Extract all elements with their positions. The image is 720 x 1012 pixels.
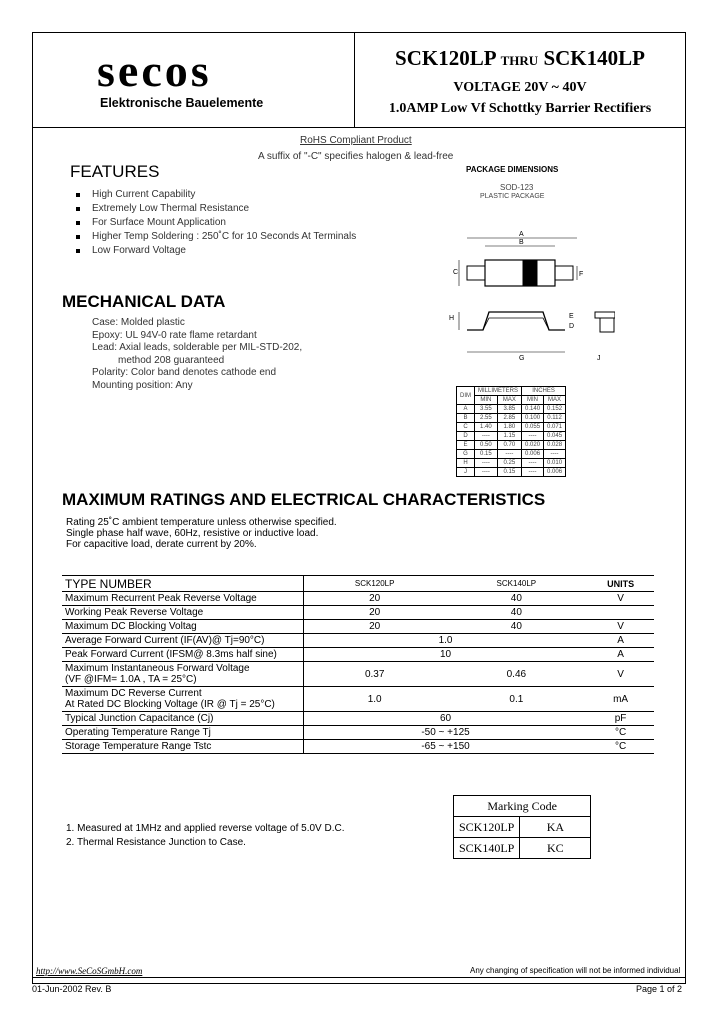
- value-cell: 1.40: [475, 423, 498, 432]
- param-cell: Peak Forward Current (IFSM@ 8.3ms half sine): [62, 648, 303, 662]
- dim-header: DIM: [457, 387, 475, 405]
- note-item: 1. Measured at 1MHz and applied reverse voltage of 5.0V D.C.: [66, 823, 345, 834]
- value-cell: -50 ~ +125: [303, 726, 587, 740]
- voltage-range: VOLTAGE 20V ~ 40V: [453, 80, 587, 95]
- ratings-conditions: [66, 517, 337, 550]
- value-cell: 0.15: [497, 468, 521, 477]
- value-cell: 0.100: [522, 414, 544, 423]
- value-cell: 1.15: [497, 432, 521, 441]
- dim-cell: J: [457, 468, 475, 477]
- table-row: [457, 432, 566, 441]
- unit-cell: °C: [587, 740, 654, 754]
- table-row: [62, 740, 654, 754]
- value-cell: 0.045: [544, 432, 566, 441]
- value-cell: ----: [475, 432, 498, 441]
- max-header: MAX: [544, 396, 566, 405]
- unit-cell: A: [587, 634, 654, 648]
- dim-cell: C: [457, 423, 475, 432]
- param-cell: Operating Temperature Range Tj: [62, 726, 303, 740]
- list-item: Higher Temp Soldering : 250˚C for 10 Seconds At Terminals: [76, 230, 356, 244]
- dim-label-j: J: [597, 355, 601, 362]
- value-cell: 0.112: [544, 414, 566, 423]
- footer-notice: Any changing of specification will not be informed individual: [470, 966, 681, 975]
- dim-label-d: D: [569, 323, 575, 330]
- package-title: PACKAGE DIMENSIONS: [466, 165, 559, 174]
- rating-condition: Single phase half wave, 60Hz, resistive or inductive load.: [66, 528, 319, 539]
- ratings-table-body: [62, 592, 654, 754]
- ratings-title: MAXIMUM RATINGS AND ELECTRICAL CHARACTERISTICS: [62, 490, 546, 509]
- unit-cell: V: [587, 592, 654, 606]
- value-cell: -65 ~ +150: [303, 740, 587, 754]
- value-cell: 0.006: [544, 468, 566, 477]
- value-cell: 0.1: [446, 687, 588, 712]
- value-cell: 1.80: [497, 423, 521, 432]
- rohs-note: RoHS Compliant Product: [300, 135, 412, 146]
- features-list: [76, 188, 356, 258]
- dim-cell: A: [457, 405, 475, 414]
- table-row: [62, 592, 654, 606]
- min-header: MIN: [522, 396, 544, 405]
- value-cell: 1.0: [303, 687, 445, 712]
- dim-label-g: G: [519, 355, 525, 362]
- table-row: [457, 405, 566, 414]
- page-title: [356, 46, 684, 71]
- value-cell: 0.152: [544, 405, 566, 414]
- list-item: Low Forward Voltage: [76, 244, 356, 258]
- notes: [66, 822, 344, 850]
- value-cell: 0.15: [475, 450, 498, 459]
- in-header: INCHES: [522, 387, 566, 396]
- param-line: Maximum DC Reverse Current: [65, 688, 202, 699]
- dim-cell: B: [457, 414, 475, 423]
- title-right: SCK140LP: [543, 46, 645, 70]
- marking-code: KA: [520, 817, 591, 838]
- value-cell: 0.70: [497, 441, 521, 450]
- value-cell: 40: [446, 592, 588, 606]
- param-cell: Working Peak Reverse Voltage: [62, 606, 303, 620]
- marking-part: SCK120LP: [454, 817, 520, 838]
- package-type: PLASTIC PACKAGE: [480, 193, 545, 200]
- table-row: [457, 459, 566, 468]
- col-units: UNITS: [587, 576, 654, 592]
- param-cell: Average Forward Current (IF(AV)@ Tj=90°C): [62, 634, 303, 648]
- package-drawing: [445, 228, 615, 363]
- list-item: method 208 guaranteed: [118, 354, 225, 366]
- dim-cell: H: [457, 459, 475, 468]
- marking-title: Marking Code: [454, 796, 591, 817]
- title-thru: THRU: [500, 53, 539, 68]
- value-cell: ----: [475, 468, 498, 477]
- unit-cell: V: [587, 620, 654, 634]
- table-row: [62, 662, 654, 687]
- header-rule: [32, 127, 686, 128]
- table-row: [62, 687, 654, 712]
- col-sck120lp: SCK120LP: [303, 576, 445, 592]
- unit-cell: °C: [587, 726, 654, 740]
- marking-part: SCK140LP: [454, 838, 520, 859]
- rating-condition: Rating 25˚C ambient temperature unless otherwise specified.: [66, 517, 337, 528]
- header-divider: [354, 32, 355, 128]
- logo-text: secos: [97, 46, 212, 96]
- table-row: [62, 648, 654, 662]
- value-cell: ----: [522, 459, 544, 468]
- value-cell: 60: [303, 712, 587, 726]
- unit-cell: mA: [587, 687, 654, 712]
- product-description: 1.0AMP Low Vf Schottky Barrier Rectifiers: [388, 101, 652, 116]
- table-row: [457, 450, 566, 459]
- table-row: [457, 441, 566, 450]
- list-item: High Current Capability: [76, 188, 356, 202]
- table-row: [62, 726, 654, 740]
- value-cell: 0.028: [544, 441, 566, 450]
- value-cell: 0.140: [522, 405, 544, 414]
- value-cell: 40: [446, 606, 588, 620]
- table-row: [457, 468, 566, 477]
- value-cell: ----: [497, 450, 521, 459]
- value-cell: 0.46: [446, 662, 588, 687]
- dim-table-body: [457, 405, 566, 477]
- rating-condition: For capacitive load, derate current by 20%.: [66, 539, 257, 550]
- dim-label-b: B: [519, 239, 524, 246]
- footer-rule: [32, 977, 686, 978]
- unit-cell: [587, 606, 654, 620]
- mechanical-list: [92, 317, 302, 392]
- param-cell: Storage Temperature Range Tstc: [62, 740, 303, 754]
- table-row: [62, 620, 654, 634]
- list-item: Case: Molded plastic: [92, 317, 185, 328]
- table-row: [457, 423, 566, 432]
- dim-label-c: C: [453, 269, 459, 276]
- dim-label-h: H: [449, 315, 455, 322]
- table-row: [457, 414, 566, 423]
- dim-label-f: F: [579, 271, 584, 278]
- dim-cell: D: [457, 432, 475, 441]
- secos-logo: [95, 46, 295, 96]
- value-cell: 20: [303, 592, 445, 606]
- value-cell: 3.85: [497, 405, 521, 414]
- param-cell: [62, 662, 303, 687]
- table-row: [62, 712, 654, 726]
- value-cell: 0.020: [522, 441, 544, 450]
- list-item: Epoxy: UL 94V-0 rate flame retardant: [92, 329, 257, 341]
- dim-cell: E: [457, 441, 475, 450]
- value-cell: 0.055: [522, 423, 544, 432]
- value-cell: ----: [522, 468, 544, 477]
- param-cell: [62, 687, 303, 712]
- unit-cell: A: [587, 648, 654, 662]
- logo-subtitle: Elektronische Bauelemente: [100, 96, 264, 110]
- param-line: (VF @IFM= 1.0A , TA = 25°C): [65, 674, 197, 685]
- list-item: Lead: Axial leads, solderable per MIL-STD-202,: [92, 342, 303, 353]
- param-line: At Rated DC Blocking Voltage (IR @ Tj = 25°C): [65, 699, 275, 710]
- footer-page: Page 1 of 2: [636, 984, 683, 994]
- mm-header: MILLIMETERS: [475, 387, 522, 396]
- value-cell: 3.55: [475, 405, 498, 414]
- value-cell: 0.010: [544, 459, 566, 468]
- param-cell: Typical Junction Capacitance (Cj): [62, 712, 303, 726]
- value-cell: 0.50: [475, 441, 498, 450]
- unit-cell: pF: [587, 712, 654, 726]
- list-item: Extremely Low Thermal Resistance: [76, 202, 356, 216]
- value-cell: 1.0: [303, 634, 587, 648]
- param-cell: Maximum DC Blocking Voltag: [62, 620, 303, 634]
- marking-code-table: [453, 795, 591, 859]
- package-model: SOD-123: [500, 183, 534, 192]
- dim-cell: G: [457, 450, 475, 459]
- list-item: Mounting position: Any: [92, 379, 193, 391]
- table-row: [62, 634, 654, 648]
- param-cell: Maximum Recurrent Peak Reverse Voltage: [62, 592, 303, 606]
- title-left: SCK120LP: [395, 46, 496, 70]
- value-cell: 0.006: [522, 450, 544, 459]
- value-cell: 40: [446, 620, 588, 634]
- footer-date: 01-Jun-2002 Rev. B: [32, 984, 112, 994]
- marking-code: KC: [520, 838, 591, 859]
- value-cell: ----: [475, 459, 498, 468]
- value-cell: 10: [303, 648, 587, 662]
- value-cell: 20: [303, 606, 445, 620]
- features-title: FEATURES: [70, 162, 160, 181]
- dim-label-a: A: [519, 231, 524, 238]
- value-cell: 0.37: [303, 662, 445, 687]
- value-cell: ----: [522, 432, 544, 441]
- min-header: MIN: [475, 396, 498, 405]
- suffix-note: A suffix of "-C" specifies halogen & lead-free: [258, 151, 454, 162]
- value-cell: 0.071: [544, 423, 566, 432]
- ratings-table: [62, 575, 654, 754]
- param-line: Maximum Instantaneous Forward Voltage: [65, 663, 250, 674]
- unit-cell: V: [587, 662, 654, 687]
- note-item: 2. Thermal Resistance Junction to Case.: [66, 837, 246, 848]
- mechanical-title: MECHANICAL DATA: [62, 292, 226, 311]
- list-item: Polarity: Color band denotes cathode end: [92, 367, 277, 378]
- footer-url[interactable]: http://www.SeCoSGmbH.com: [36, 966, 143, 976]
- value-cell: 0.25: [497, 459, 521, 468]
- value-cell: 2.55: [475, 414, 498, 423]
- value-cell: 20: [303, 620, 445, 634]
- value-cell: ----: [544, 450, 566, 459]
- max-header: MAX: [497, 396, 521, 405]
- table-row: [62, 606, 654, 620]
- dimensions-table: [456, 386, 566, 477]
- value-cell: 2.85: [497, 414, 521, 423]
- col-sck140lp: SCK140LP: [446, 576, 588, 592]
- list-item: For Surface Mount Application: [76, 216, 356, 230]
- dim-label-e: E: [569, 313, 574, 320]
- col-type-number: TYPE NUMBER: [62, 576, 303, 592]
